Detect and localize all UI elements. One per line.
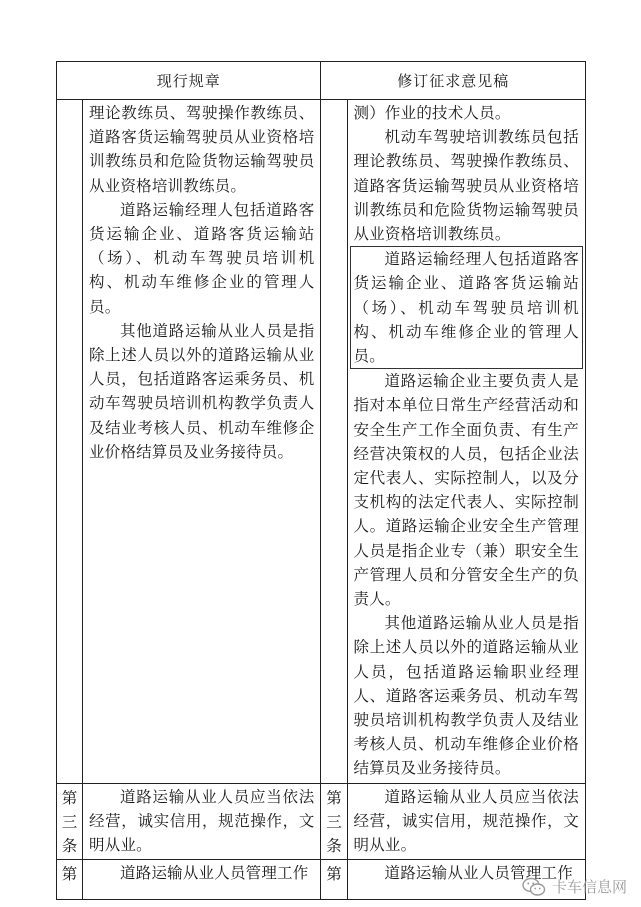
comparison-table [56,61,586,900]
article-label-text: 第三条 [61,788,78,855]
revised-paragraph: 道路运输企业主要负责人是指对本单位日常生产经营活动和安全生产工作全面负责、有生产经营决策权的人员，包括企业法定代表人、实际控制人，以及分支机构的法定代表人、实际控制人。道路运输企业安全生产管理人员是指企业专（兼）职安全生产管理人员和分管安全生产的负责人。 [353,372,579,609]
article-label-revised: 第 [321,860,347,900]
watermark [522,876,627,897]
row-label-revised [321,100,347,784]
header-revised: 修订征求意见稿 [321,62,586,100]
revised-paragraph: 其他道路运输从业人员是指除上述人员以外的道路运输从业人员，包括道路运输职业经理人、道路客运乘务员、机动车驾驶员培训机构教学负责人及结业考核人员、机动车维修企业价格结算员及业务接待员。 [353,614,579,778]
table-row [57,860,586,900]
wechat-icon [522,877,546,897]
current-text-cell [83,860,321,900]
highlighted-paragraph: 道路运输经理人包括道路客货运输企业、道路客货运输站（场）、机动车驾驶员培训机构、机动车维修企业的管理人员。 [350,246,583,369]
revised-paragraph: 机动车驾驶培训教练员包括理论教练员、驾驶操作教练员、道路客货运输驾驶员从业资格培训教练员和危险货物运输驾驶员从业资格培训教练员。 [353,128,579,244]
table-header-row [57,62,586,100]
table-row [57,783,586,860]
current-text-cell [83,100,321,784]
watermark-text: 卡车信息网 [551,878,627,896]
table-row [57,100,586,784]
current-paragraph: 道路运输经理人包括道路客货运输企业、道路客货运输站（场）、机动车驾驶员培训机构、机动车维修企业的管理人员。 [89,200,315,316]
revised-paragraph: 道路运输从业人员应当依法经营，诚实信用，规范操作，文明从业。 [353,787,579,855]
current-paragraph: 道路运输从业人员应当依法经营，诚实信用，规范操作，文明从业。 [89,787,315,855]
revised-paragraph: 道路运输从业人员管理工作 [384,864,573,883]
current-paragraph: 其他道路运输从业人员是指除上述人员以外的道路运输从业人员，包括道路客运乘务员、机动车驾驶员培训机构教学负责人及结业考核人员、机动车维修企业价格结算员及业务接待员。 [89,321,315,461]
row-label-current [57,100,83,784]
article-label-current [57,783,83,860]
article-label-text: 第三条 [326,788,342,855]
current-paragraph: 理论教练员、驾驶操作教练员、道路客货运输驾驶员从业资格培训教练员和危险货物运输驾驶员从业资格培训教练员。 [89,104,315,195]
article-label-revised [321,783,347,860]
revised-text-cell [347,783,585,860]
header-current: 现行规章 [57,62,321,100]
current-text-cell [83,783,321,860]
revised-paragraph: 测）作业的技术人员。 [353,104,511,122]
current-paragraph: 道路运输从业人员管理工作 [120,864,309,883]
article-label-current: 第 [57,860,83,900]
revised-text-cell [347,100,585,784]
